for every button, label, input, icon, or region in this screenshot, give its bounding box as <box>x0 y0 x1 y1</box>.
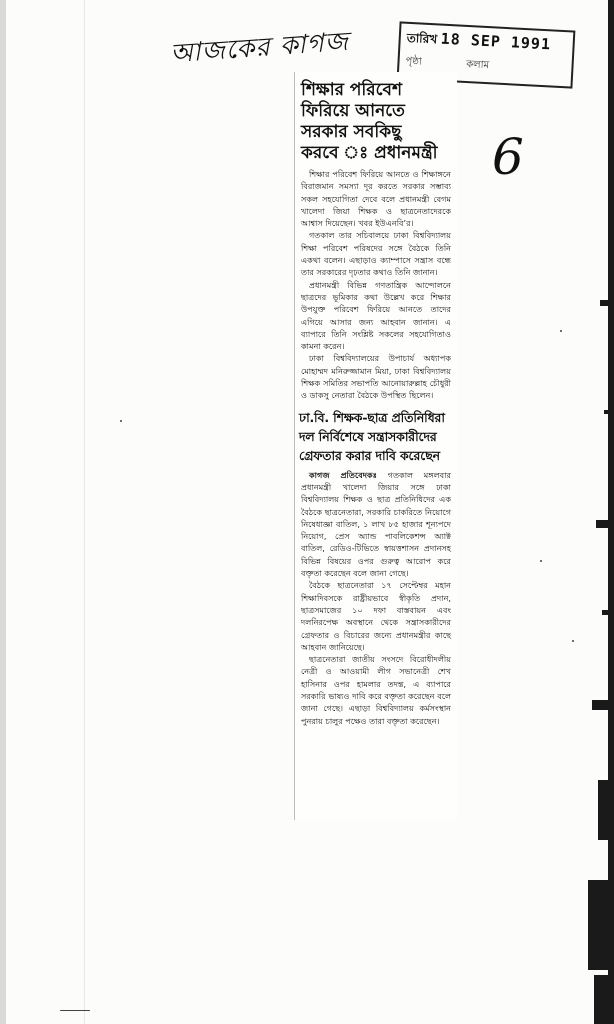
article1-headline <box>301 80 451 164</box>
stamp-date: 18 SEP 1991 <box>440 29 552 54</box>
article1-paragraph: ঢাকা বিশ্ববিদ্যালয়ের উপাচার্য অধ্যাপক মোহাম্মদ মনিরুজ্জামান মিয়া, ঢাকা বিশ্ববিদ্যালয় শিক্ষক সমিতির সভাপতি আনোয়ারুল্লাহ চৌধুরী ও ডাকসু নেতারা বৈঠকে উপস্থিত ছিলেন। <box>301 353 451 401</box>
article1-body <box>301 168 451 402</box>
handwritten-newspaper-name: আজকের কাগজ <box>169 26 350 70</box>
article2-headline <box>299 408 453 465</box>
article1-headline-line: করবে ঃ প্রধানমন্ত্রী <box>301 143 438 163</box>
page-fold-line <box>84 0 85 1024</box>
stamp-label: তারিখ <box>406 30 438 47</box>
article2-byline: কাগজ প্রতিবেদকঃ <box>309 469 377 480</box>
article2-paragraph: ছাত্রনেতারা জাতীয় সংসদে বিরোধীদলীয় নেত্রী ও আওয়ামী লীগ সভানেত্রী শেখ হাসিনার ওপর হামলার তদন্ত, এ ব্যাপারে সরকারি ভাষ্যও দাবি করে বক্তৃতা করেছেন বলে জানা গেছে। এছাড়া বিশ্ববিদ্যালয় কর্মসংস্থান পুনরায় চালুর পক্ষেও তারা বক্তৃতা করেছেন। <box>301 654 451 726</box>
article2-headline-line: ঢা.বি. শিক্ষক-ছাত্র প্রতিনিধিরা <box>299 409 445 425</box>
article1-paragraph: শিক্ষার পরিবেশ ফিরিয়ে আনতে ও শিক্ষাঙ্গনে বিরাজমান সমস্যা দূর করতে সরকার সম্ভাব্য সকল সহযোগিতা দেবে বলে প্রধানমন্ত্রী বেগম খালেদা জিয়া শিক্ষক ও ছাত্রনেতাদেরকে আশ্বাস দিয়েছেন। খবর ইউএনবি’র। <box>301 169 451 229</box>
newspaper-clipping <box>294 72 457 820</box>
article1-headline-line: সরকার সবকিছু <box>301 122 402 142</box>
handwritten-page-number: 6 <box>492 128 524 186</box>
article2-body <box>301 469 451 727</box>
article1-headline-line: ফিরিয়ে আনতে <box>301 101 405 121</box>
torn-right-edge <box>580 0 614 1024</box>
article2-headline-line: গ্রেফতার করার দাবি করেছেন <box>299 447 440 463</box>
article1-paragraph: প্রধানমন্ত্রী বিভিন্ন গণতান্ত্রিক আন্দোলনে ছাত্রদের ভূমিকার কথা উল্লেখ করে শিক্ষার উপযুক্ত পরিবেশ ফিরিয়ে আনতে তাদের এগিয়ে আসার জন্য আহবান জানান। এ ব্যাপারে তিনি সংশ্লিষ্ট সকলের সহযোগিতাও কামনা করেন। <box>301 279 451 352</box>
article2-paragraph: বৈঠকে ছাত্রনেতারা ১৭ সেপ্টেম্বর মহান শিক্ষাদিবসকে রাষ্ট্রীয়ভাবে স্বীকৃতি প্রদান, ছাত্রসমাজের ১০ দফা বাস্তবায়ন এবং দলনিরপেক্ষ অবস্থানে থেকে সন্ত্রাসকারীদের গ্রেফতার ও বিচারের জন্যে প্রধানমন্ত্রীর কাছে আহবান জানিয়েছে। <box>301 580 451 652</box>
article1-paragraph: গতকাল তার সচিবালয়ে ঢাকা বিশ্ববিদ্যালয় শিক্ষা পরিবেশ পরিষদের সঙ্গে বৈঠকে তিনি একথা বলেন। এছাড়াও ক্যাম্পাসে সন্ত্রাস বন্ধে তার সরকারের দৃঢ়তার কথাও তিনি জানান। <box>301 230 451 278</box>
article2-headline-line: দল নির্বিশেষে সন্ত্রাসকারীদের <box>299 428 437 444</box>
article1-headline-line: শিক্ষার পরিবেশ <box>301 80 402 100</box>
page-left-edge <box>0 0 6 1024</box>
article2-paragraph: কাগজ প্রতিবেদকঃ গতকাল মঙ্গলবার প্রধানমন্ত্রী খালেদা জিয়ার সঙ্গে ঢাকা বিশ্ববিদ্যালয় শিক্ষক ও ছাত্র প্রতিনিধিদের এক বৈঠকে ছাত্রনেতারা, সরকারি চাকরিতে নিয়োগে নিষেধাজ্ঞা বাতিল, ১ লাখ ৮৫ হাজার শূন্যপদে নিয়োগ, প্রেস অ্যান্ড পাবলিকেশন্স অ্যাক্ট বাতিল, রেডিও-টিভিতে স্বায়ত্তশাসন প্রদানসহ বিভিন্ন বিষয়ের ওপর গুরুত্ব আরোপ করে বক্তৃতা করেছেন বলে জানা গেছে। <box>301 469 451 579</box>
stamp-row2: পৃষ্ঠা কলাম <box>405 55 490 72</box>
